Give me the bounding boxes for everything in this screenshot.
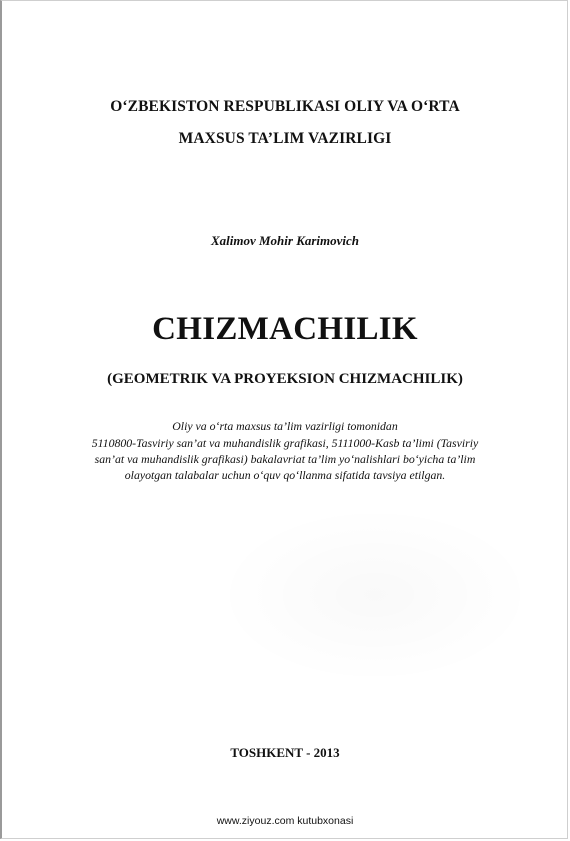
approval-line-4: olayotgan talabalar uchun o‘quv qo‘llanma sifatida tavsiya etilgan. [124, 468, 446, 482]
ministry-line-1: O‘ZBEKISTON RESPUBLIKASI OLIY VA O‘RTA [110, 98, 460, 115]
approval-line-3: san’at va muhandislik grafikasi) bakalavriat ta’lim yo‘nalishlari bo‘yicha ta’lim [94, 452, 476, 466]
approval-line-2: 5110800-Tasviriy san’at va muhandislik grafikasi, 5111000-Kasb ta’limi (Tasviriy [91, 436, 479, 450]
book-subtitle: (GEOMETRIK VA PROYEKSION CHIZMACHILIK) [107, 371, 463, 387]
author-name: Xalimov Mohir Karimovich [210, 233, 360, 248]
scan-smudge [215, 505, 535, 685]
ministry-line-2: MAXSUS TA’LIM VAZIRLIGI [178, 130, 392, 147]
book-title: CHIZMACHILIK [152, 311, 418, 347]
city-year: TOSHKENT - 2013 [230, 745, 340, 760]
approval-line-1: Oliy va o‘rta maxsus ta’lim vazirligi tomonidan [172, 419, 398, 433]
footer-source: www.ziyouz.com kutubxonasi [216, 815, 354, 827]
